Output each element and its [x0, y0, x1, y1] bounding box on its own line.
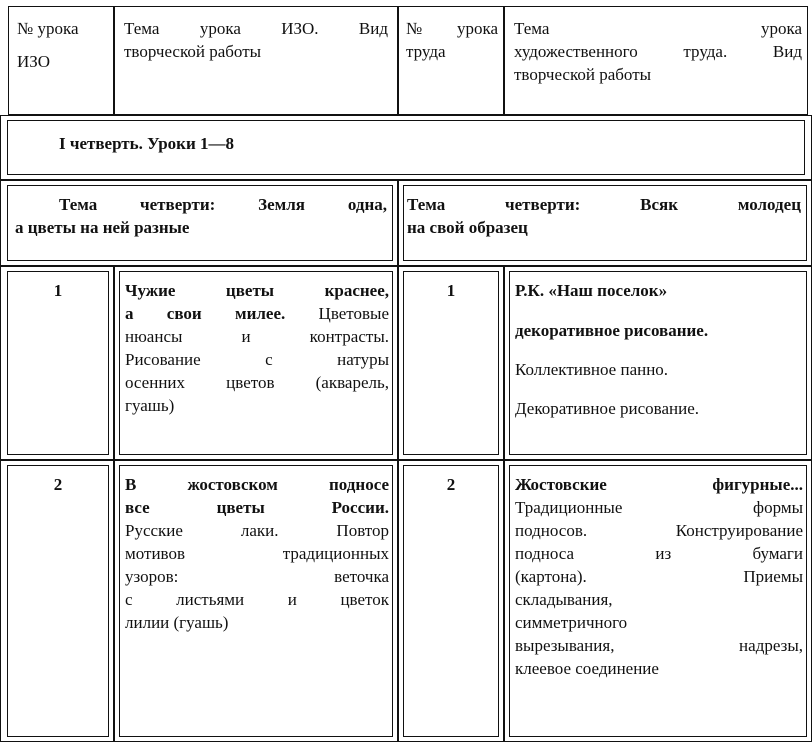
header-trud-topic — [504, 6, 808, 115]
header-iso-number-line1: № урока — [17, 19, 79, 38]
row2-iso-desc-line5: лилии (гуашь) — [125, 613, 229, 632]
row2-iso-desc-line4: с листьями и цветок — [125, 590, 389, 609]
row1-trud-desc-line2: Декоративное рисование. — [515, 399, 699, 418]
theme-left-line1: Тема четверти: Земля одна, — [59, 195, 387, 214]
row2-iso-desc-line1: Русские лаки. Повтор — [125, 521, 389, 540]
header-trud-topic-line2: художественного труда. Вид — [514, 42, 802, 61]
row2-iso-title-line2: все цветы России. — [125, 498, 389, 517]
row1-iso-topic — [114, 266, 398, 460]
row2-trud-desc-line3: подноса из бумаги — [515, 544, 803, 563]
quarter-title: I четверть. Уроки 1—8 — [59, 134, 235, 153]
row1-trud-desc-line1: Коллективное панно. — [515, 360, 669, 379]
row1-iso-number — [0, 266, 114, 460]
row1-iso-desc-line5: гуашь) — [125, 396, 175, 415]
header-trud-number — [398, 6, 504, 115]
quarter-row — [0, 115, 812, 180]
theme-row-left — [0, 180, 398, 266]
header-iso-topic-line1: Тема урока ИЗО. Вид — [124, 19, 388, 38]
row2-trud-desc-line8: клеевое соединение — [515, 659, 659, 678]
header-trud-topic-line3: творческой работы — [514, 65, 652, 84]
row1-trud-number-value: 1 — [446, 281, 456, 300]
row1-iso-number-value: 1 — [53, 281, 63, 300]
row2-trud-topic — [504, 460, 812, 742]
header-trud-topic-line1: Тема урока — [514, 19, 802, 38]
header-iso-topic — [114, 6, 398, 115]
row2-trud-desc-line1: Традиционные формы — [515, 498, 803, 517]
row2-trud-number-value: 2 — [446, 475, 456, 494]
row2-iso-title-line1: В жостовском подносе — [125, 475, 389, 494]
header-trud-number-line2: труда — [406, 42, 446, 61]
theme-right-line2: на свой образец — [407, 218, 528, 237]
row2-iso-number-value: 2 — [53, 475, 63, 494]
row2-trud-desc-line7: вырезывания, надрезы, — [515, 636, 803, 655]
row1-iso-desc-line4: осенних цветов (акварель, — [125, 373, 389, 392]
row2-iso-desc-line3: узоров: веточка — [125, 567, 389, 586]
row2-trud-title: Жостовские фигурные... — [515, 475, 803, 494]
theme-right-line1: Тема четверти: Всяк молодец — [407, 195, 801, 214]
row2-iso-topic — [114, 460, 398, 742]
header-iso-number-line2: ИЗО — [17, 52, 51, 71]
row1-trud-topic — [504, 266, 812, 460]
theme-row-right — [398, 180, 812, 266]
header-iso-number — [8, 6, 114, 115]
row2-trud-desc-line5: складывания, — [515, 590, 613, 609]
row1-iso-desc-line3: Рисование с натуры — [125, 350, 389, 369]
row1-trud-title: Р.К. «Наш поселок» — [515, 281, 668, 300]
row2-trud-desc-line6: симметричного — [515, 613, 628, 632]
header-iso-topic-line2: творческой работы — [124, 42, 262, 61]
row1-trud-number — [398, 266, 504, 460]
row2-trud-desc-line4: (картона). Приемы — [515, 567, 803, 586]
row1-iso-desc-line2: нюансы и контрасты. — [125, 327, 389, 346]
row2-iso-desc-line2: мотивов традиционных — [125, 544, 389, 563]
row1-iso-title-line1: Чужие цветы краснее, — [125, 281, 389, 300]
row1-trud-subtitle: декоративное рисование. — [515, 321, 709, 340]
row2-trud-desc-line2: подносов. Конструирование — [515, 521, 803, 540]
row2-iso-number — [0, 460, 114, 742]
header-trud-number-line1: № урока — [406, 19, 498, 38]
theme-left-line2: а цветы на ней разные — [15, 218, 190, 237]
row2-trud-number — [398, 460, 504, 742]
row1-iso-desc-line1: Цветовые — [318, 304, 389, 323]
row1-iso-title-line2: а свои милее. — [125, 304, 286, 323]
